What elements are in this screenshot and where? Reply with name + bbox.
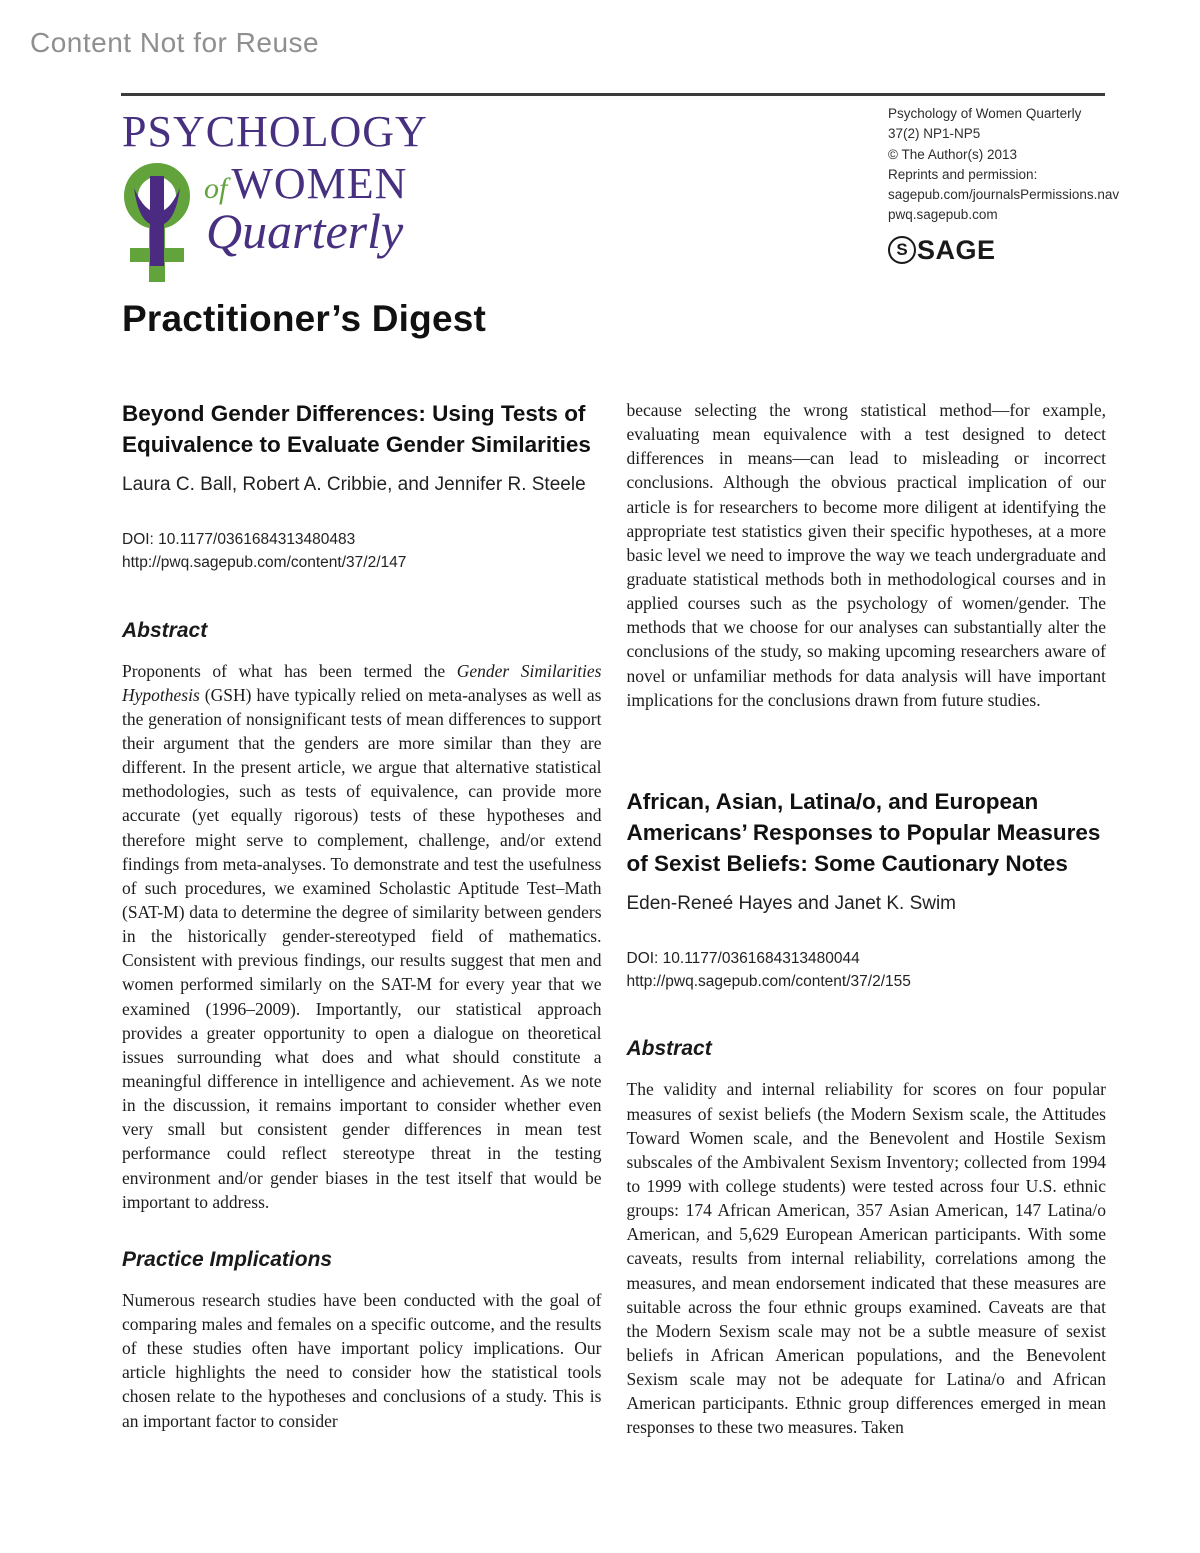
pub-info-site-url: pwq.sagepub.com [888, 207, 998, 223]
pub-info-reprints: Reprints and permission: [888, 166, 1038, 182]
article1-abstract-text [122, 659, 602, 1214]
section-title: Practitioner’s Digest [122, 298, 487, 339]
article1-doi: DOI: 10.1177/0361684313480483 [122, 531, 356, 549]
article1-practice-text-right: because selecting the wrong statistical method—for example, evaluating mean equivalence with a test designed to detect differences in means—can lead to misleading or incorrect conclusions. Although the obvious practical implication of our article is for researchers to become more diligent at identifying the appropriate test statistics given their specific hypotheses, at a more basic level we need to improve the way we teach undergraduate and graduate statistical methods both in methodological courses and in applied courses such as the psychology of women/gender. The methods that we choose for our analyses can substantially alter the conclusions of the study, so making upcoming researchers aware of novel or unfamiliar methods for data analysis will have important implications for the conclusions drawn from future studies. [626, 400, 1106, 710]
sage-circle-s-icon: S [888, 236, 916, 264]
article1-abstract-heading: Abstract [122, 618, 208, 642]
header-rule [121, 93, 1105, 96]
article2-abstract-heading: Abstract [626, 1037, 712, 1061]
masthead-of-women [204, 159, 408, 208]
article2-doi-block [627, 947, 1107, 994]
article2-title: African, Asian, Latina/o, and European Americans’ Responses to Popular Measures of Sexist Beliefs: Some Cautionary Notes [626, 788, 1101, 876]
article1-practice-text-left: Numerous research studies have been conducted with the goal of comparing males and females on a specific outcome, and the results of these studies often have important policy implications. Our article highlights the need to consider how the statistical tools chosen relate to the hypotheses and conclusions of a study. This is an important factor to consider [122, 1289, 602, 1431]
sage-wordmark: SAGE [917, 234, 996, 265]
abstract-part1: Proponents of what has been termed the [122, 660, 457, 681]
pub-info-issue: 37(2) NP1-NP5 [888, 126, 981, 142]
pub-info-permissions-url: sagepub.com/journalsPermissions.nav [888, 187, 1120, 202]
venus-symbol-icon [122, 162, 192, 288]
article1-doi-block [122, 528, 602, 575]
pub-info-copyright: © The Author(s) 2013 [888, 146, 1018, 162]
article-columns [122, 398, 1106, 1440]
article1-url: http://pwq.sagepub.com/content/37/2/147 [122, 554, 407, 572]
publisher-info [888, 104, 1178, 270]
abstract-italic-phrase: Gender Similarities Hypothesis [122, 660, 602, 705]
article1-authors: Laura C. Ball, Robert A. Cribbie, and Jennifer R. Steele [122, 474, 586, 496]
right-column [627, 398, 1107, 1440]
masthead-of: of [204, 172, 228, 205]
article2-abstract-text: The validity and internal reliability for scores on four popular measures of sexist beliefs (the Modern Sexism scale, the Attitudes Toward Women scale, and the Benevolent and Hostile Sexism subscales of the Ambivalent Sexism Inventory; collected from 1994 to 1999 with college students) were tested across four U.S. ethnic groups: 174 African American, 357 Asian American, 147 Latina/o American, and 5,629 European American participants. With some caveats, results from internal reliability, correlations among the measures, and mean endorsement indicated that these measures are suitable across the four ethnic groups examined. Caveats are that the Modern Sexism scale may not be a subtle measure of sexist beliefs in African American populations, and the Benevolent Sexism scale may not be adequate for Latina/o and African American participants. Ethnic group differences emerged in mean responses to these two measures. Taken [626, 1079, 1106, 1438]
article2-block [627, 786, 1107, 1440]
article1-title: Beyond Gender Differences: Using Tests of Equivalence to Evaluate Gender Similarities [122, 401, 591, 458]
left-column [122, 398, 602, 1440]
masthead-women: WOMEN [231, 159, 408, 208]
pub-info-journal: Psychology of Women Quarterly [888, 106, 1082, 121]
article1-practice-heading: Practice Implications [122, 1247, 333, 1271]
article2-url: http://pwq.sagepub.com/content/37/2/155 [626, 973, 911, 991]
journal-masthead [122, 107, 482, 300]
sage-logo [888, 230, 1178, 271]
watermark-text: Content Not for Reuse [30, 27, 320, 58]
article2-doi: DOI: 10.1177/0361684313480044 [626, 949, 860, 967]
abstract-part2: (GSH) have typically relied on meta-analyses as well as the generation of nonsignificant tests of mean differences to support their argument that the genders are more similar than they are different. In the present article, we argue that alternative statistical methodologies, such as tests of equivalence, can provide more accurate (yet equally rigorous) tests of these hypotheses and therefore might serve to complement, challenge, and/or extend findings from meta-analyses. To demonstrate and test the usefulness of such procedures, we examined Scholastic Aptitude Test–Math (SAT-M) data to determine the degree of similarity between genders in the historically gender-stereotyped field of mathematics. Consistent with previous findings, our results suggest that men and women performed similarly on the SAT-M for every year that we examined (1996–2009). Importantly, our statistical approach provides a greater opportunity to open a dialogue on theoretical issues surrounding what does and what should constitute a meaningful difference in intelligence and achievement. As we note in the discussion, it remains important to consider whether even very small but consistent gender differences in mean test performance could reflect stereotype threat in the testing environment and/or gender biases in the test itself that would be important to address. [122, 684, 602, 1212]
masthead-quarterly: Quarterly [206, 203, 404, 259]
article2-authors: Eden-Reneé Hayes and Janet K. Swim [626, 892, 957, 914]
masthead-psychology: PSYCHOLOGY [122, 107, 428, 156]
